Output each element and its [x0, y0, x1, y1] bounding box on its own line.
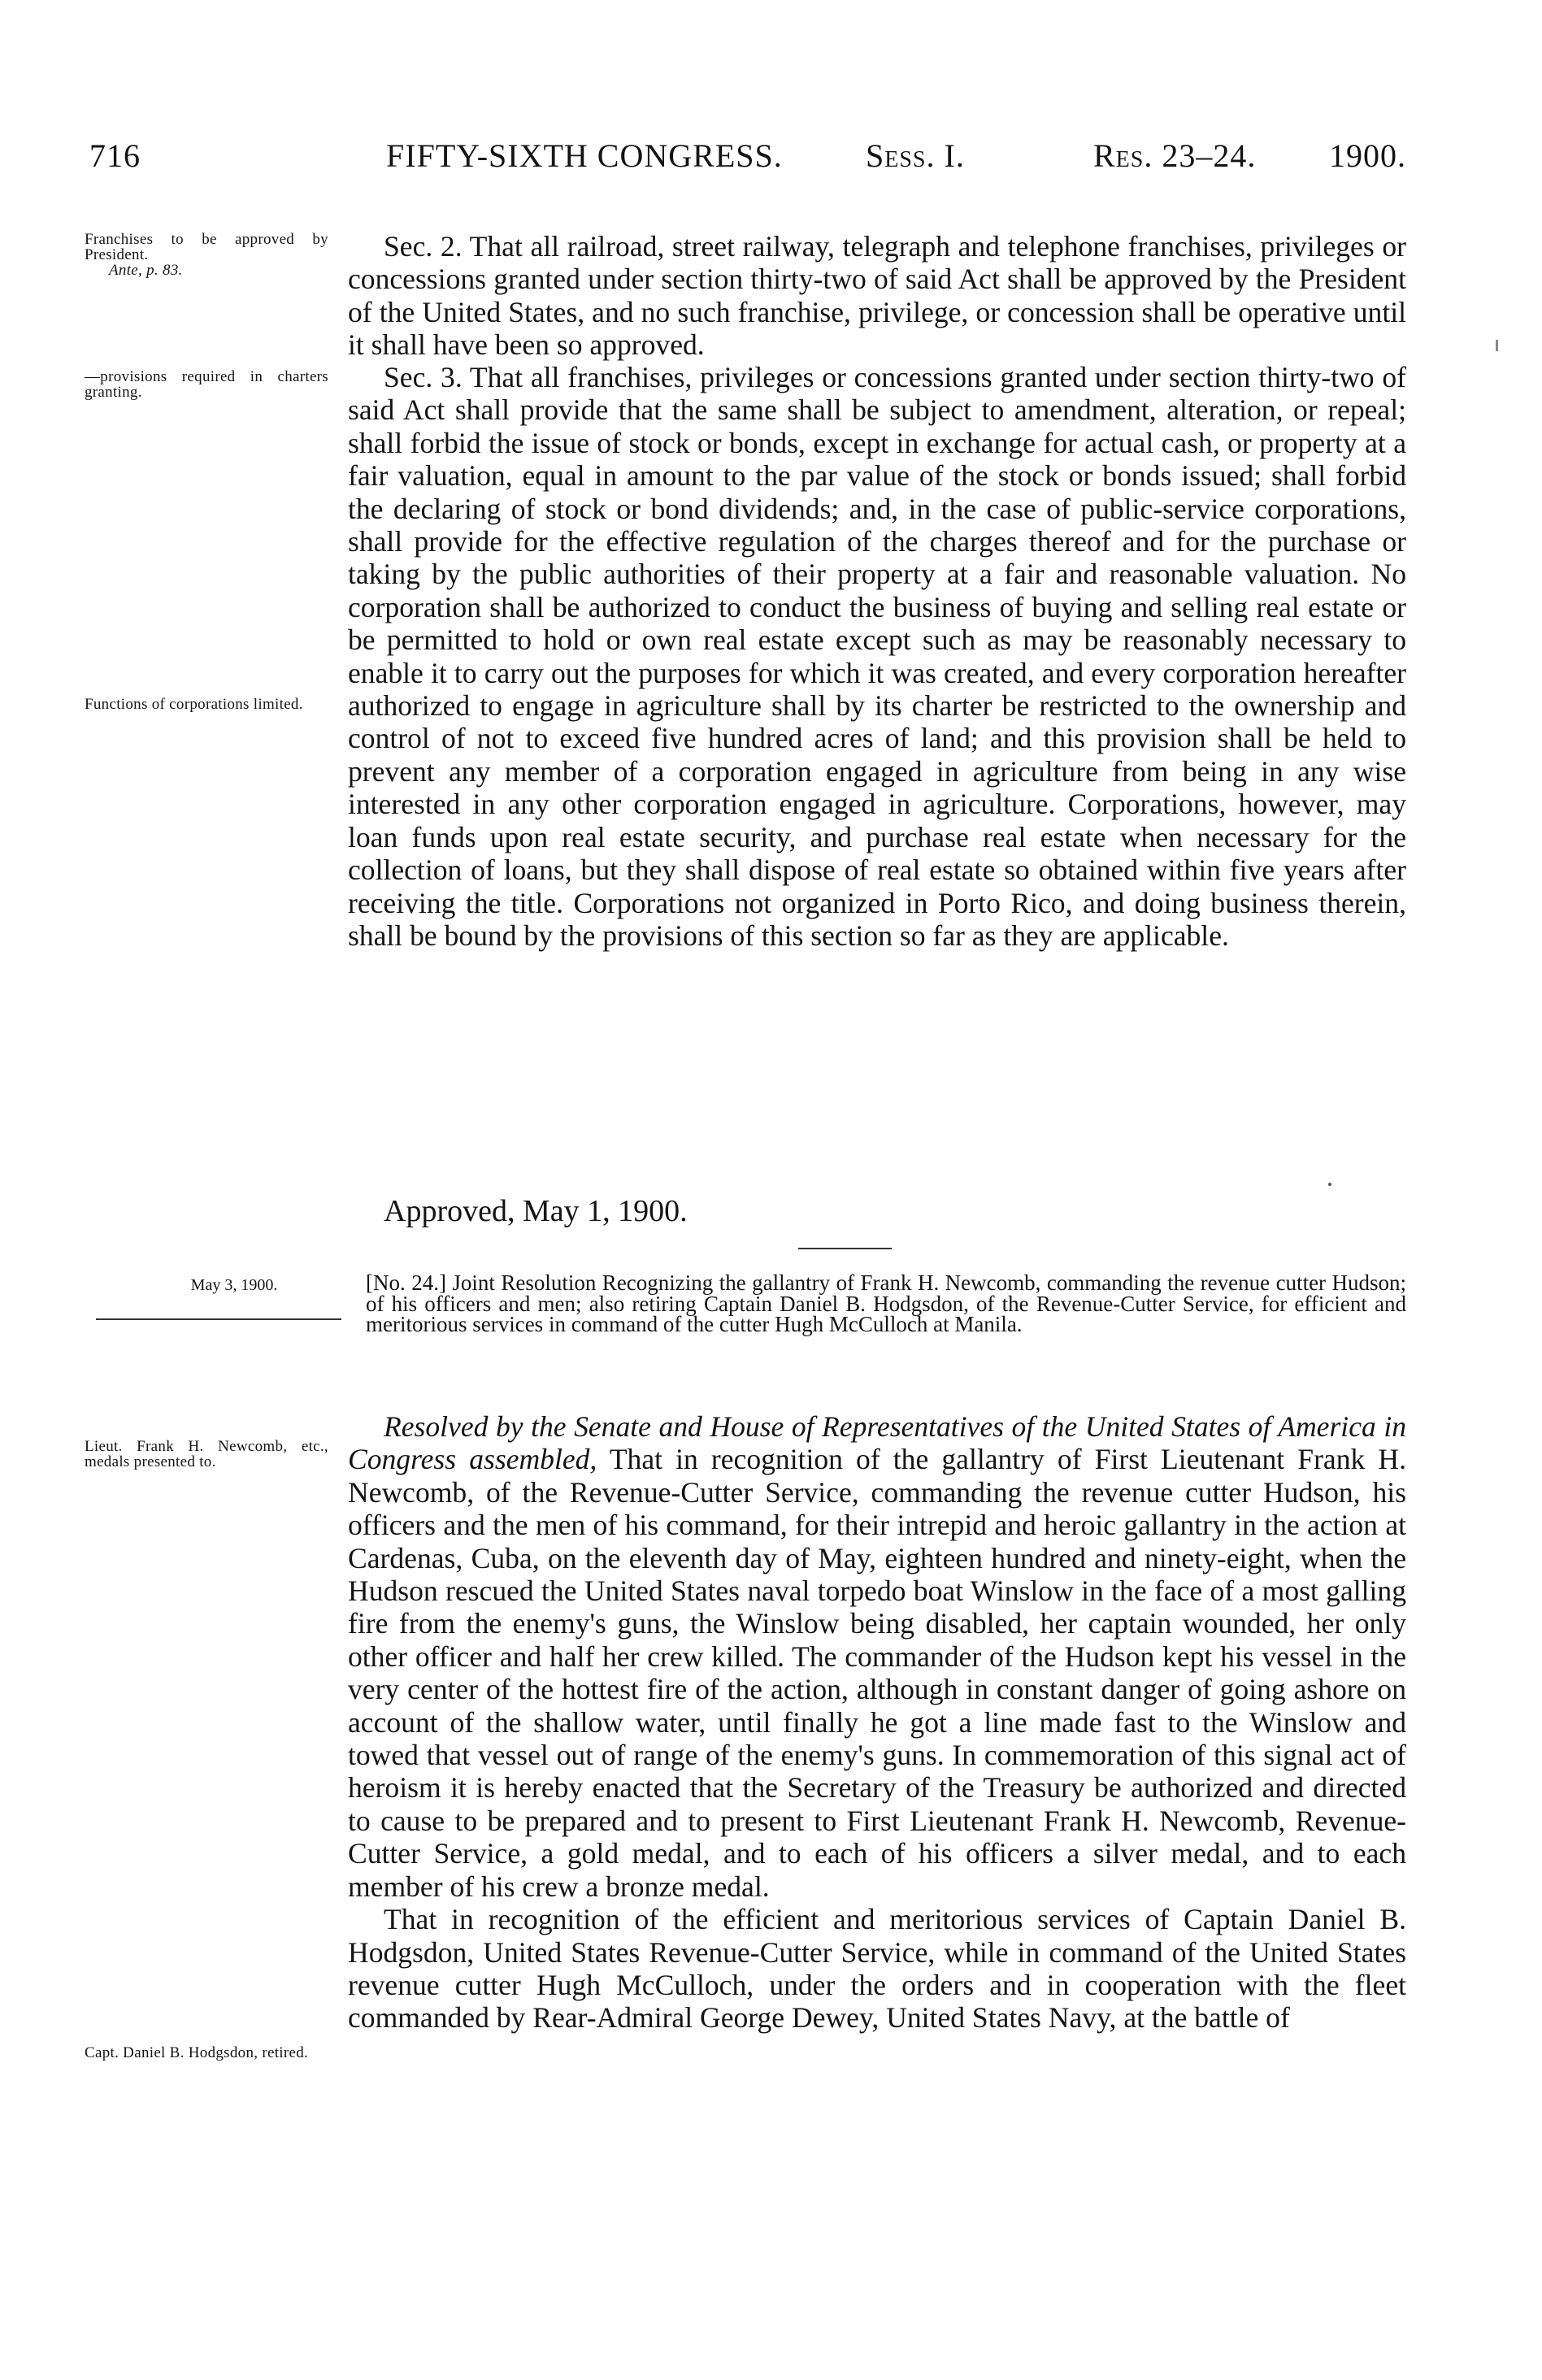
approval-line: Approved, May 1, 1900.: [384, 1194, 688, 1228]
section-2-text: Sec. 2. That all railroad, street railway, telegraph and telephone franchises, privileges or concessions granted under section thirty-two of said Act shall be approved by the President of the United States, and no such franchise, privilege, or concession shall be operative until it shall have been so approved.: [348, 230, 1406, 362]
margin-date-rule: [96, 1318, 341, 1320]
section-divider: [798, 1248, 892, 1249]
margin-cite-ante: Ante, p. 83.: [109, 262, 183, 279]
margin-note-hodgsdon: Capt. Daniel B. Hodgsdon, retired.: [85, 2044, 309, 2061]
session-label: Sess. I.: [866, 137, 965, 174]
margin-note-franchises-text: Franchises to be approved by President.: [85, 231, 328, 263]
section-3-text: Sec. 3. That all franchises, privileges or concessions granted under section thirty-two of said Act shall provide that the same shall be subject to amendment, alteration, or repeal; shall forbid the issue of stock or bonds, except in exchange for actual cash, or property at a fair valuation, equal in amount to the par value of the stock or bonds issued; shall forbid the declaring of stock or bond dividends; and, in the case of public-service corporations, shall provide for the effective regulation of the charges thereof and for the purchase or taking by the public authorities of their property at a fair and reasonable valuation. No corporation shall be authorized to conduct the business of buying and selling real estate or be permitted to hold or own real estate except such as may be reasonably necessary to enable it to carry out the purposes for which it was created, and every corporation hereafter authorized to engage in agriculture shall by its charter be restricted to the ownership and control of not to exceed five hundred acres of land; and this provision shall be held to prevent any member of a corporation engaged in agriculture from being in any wise interested in any other corporation engaged in agriculture. Corporations, however, may loan funds upon real estate security, and purchase real estate when necessary for the collection of loans, but they shall dispose of real estate so obtained within five years after receiving the title. Corporations not organized in Porto Rico, and doing business therein, shall be bound by the provisions of this section so far as they are applicable.: [348, 361, 1406, 952]
resolution-title: Joint Resolution Recognizing the gallantry of Frank H. Newcomb, commanding the revenue cutter Hudson; of his officers and men; also retiring Captain Daniel B. Hodgsdon, of the Revenue-Cutter Service, for efficient and meritorious services in command of the cutter Hugh McCulloch at Manila.: [366, 1270, 1406, 1336]
congress-title: FIFTY-SIXTH CONGRESS.: [386, 137, 783, 174]
enacting-clause: Resolved by the Senate and House of Representatives of the United States of America in Congress assembled,: [348, 1410, 1406, 1476]
margin-date: May 3, 1900.: [190, 1276, 278, 1294]
resolution-range: Res. 23–24.: [1093, 137, 1257, 174]
page-number: 716: [89, 137, 141, 174]
print-speck: [1328, 1183, 1331, 1186]
margin-note-newcomb: Lieut. Frank H. Newcomb, etc., medals presented to.: [85, 1438, 328, 1470]
running-head: [89, 137, 1406, 185]
margin-mark: [1496, 340, 1498, 351]
resolution-heading: [366, 1270, 1406, 1336]
paragraph-newcomb: [348, 1410, 1406, 1903]
resolution-number: [No. 24.]: [366, 1270, 446, 1295]
paragraph-newcomb-text: That in recognition of the gallantry of First Lieutenant Frank H. Newcomb, of the Revenue-Cutter Service, commanding the revenue cutter Hudson, his officers and the men of his command, for their intrepid and heroic gallantry in the action at Cardenas, Cuba, on the eleventh day of May, eighteen hundred and ninety-eight, when the Hudson rescued the United States naval torpedo boat Winslow in the face of a most galling fire from the enemy's guns, the Winslow being disabled, her captain wounded, her only other officer and half her crew killed. The commander of the Hudson kept his vessel in the very center of the hottest fire of the action, although in constant danger of going ashore on account of the shallow water, until finally he got a line made fast to the Winslow and towed that vessel out of range of the enemy's guns. In commemoration of this signal act of heroism it is hereby enacted that the Secretary of the Treasury be authorized and directed to cause to be prepared and to present to First Lieutenant Frank H. Newcomb, Revenue-Cutter Service, a gold medal, and to each of his officers a silver medal, and to each member of his crew a bronze medal.: [348, 1443, 1406, 1903]
margin-note-functions: Functions of corporations limited.: [85, 696, 303, 713]
margin-note-franchises: [85, 232, 328, 278]
margin-note-provisions: —provisions required in charters granting.: [85, 368, 328, 401]
paragraph-hodgsdon: That in recognition of the efficient and meritorious services of Captain Daniel B. Hodgsdon, United States Revenue-Cutter Service, while in command of the United States revenue cutter Hugh McCulloch, under the orders and in cooperation with the fleet commanded by Rear-Admiral George Dewey, United States Navy, at the battle of: [348, 1903, 1406, 2035]
resolution-body: [348, 1410, 1406, 2035]
section-3: [348, 361, 1406, 952]
header-year: 1900.: [1329, 137, 1406, 174]
section-2: [348, 230, 1406, 362]
